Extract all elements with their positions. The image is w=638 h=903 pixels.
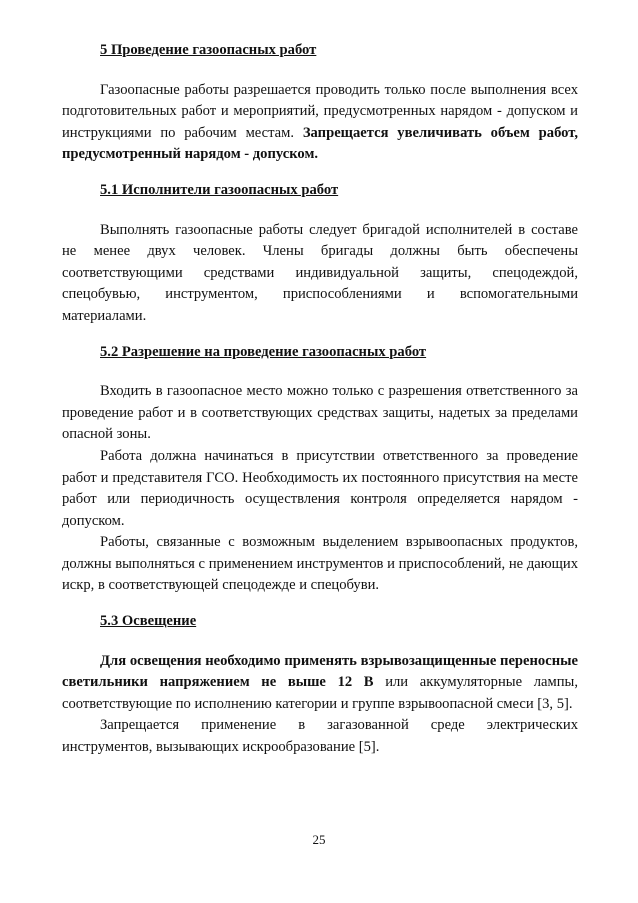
section-5-3-paragraph-bold-text: Для освещения необходимо применять взрывозащищенные переносные светильники напряжением не выше 12 В [62, 652, 578, 691]
section-5-heading: 5 Проведение газоопасных работ [100, 42, 317, 58]
section-5-3-paragraph-2: Запрещается применение в загазованной среде электрических инструментов, вызывающих искрообразование [5]. [62, 717, 578, 756]
section-5-3-paragraph-1 [62, 651, 578, 716]
section-5-paragraph-text: Газоопасные работы разрешается проводить только после выполнения всех подготовительных работ и мероприятий, предусмотренных нарядом - допуском и инструкциями по рабочим местам. [62, 81, 578, 141]
section-5-paragraph-bold-text: Запрещается увеличивать объем работ, предусмотренный нарядом - допуском. [62, 124, 578, 163]
section-5-2-paragraph-1: Входить в газоопасное место можно только с разрешения ответственного за проведение работ и в соответствующих средствах защиты, надетых за пределами опасной зоны. [62, 383, 578, 443]
section-5-2-paragraph-3: Работы, связанные с возможным выделением взрывоопасных продуктов, должны выполняться с применением инструментов и приспособлений, не дающих искр, в соответствующей спецодежде и спецобуви. [62, 534, 578, 594]
section-5-3-paragraph-text: или аккумуляторные лампы, соответствующие по исполнению категории и группе взрывоопасной смеси [3, 5]. [62, 674, 578, 712]
section-5-1-paragraph: Выполнять газоопасные работы следует бригадой исполнителей в составе не менее двух человек. Члены бригады должны быть обеспечены соответствующими средствами индивидуальной защиты, спецодеждой, спецобувью, инструментом, приспособлениями и вспомогательными материалами. [62, 221, 578, 324]
section-5-paragraph [62, 80, 578, 166]
section-5-3-heading: 5.3 Освещение [100, 613, 197, 630]
section-5-2-heading: 5.2 Разрешение на проведение газоопасных работ [100, 343, 427, 360]
document-page [62, 40, 578, 759]
page-number: 25 [312, 832, 326, 847]
section-5-2-paragraph-2: Работа должна начинаться в присутствии ответственного за проведение работ и представителя ГСО. Необходимость их постоянного присутствия на месте работ или периодичность осуществления контроля определяется нарядом - допуском. [62, 447, 578, 529]
section-5-1-heading: 5.1 Исполнители газоопасных работ [100, 181, 339, 198]
